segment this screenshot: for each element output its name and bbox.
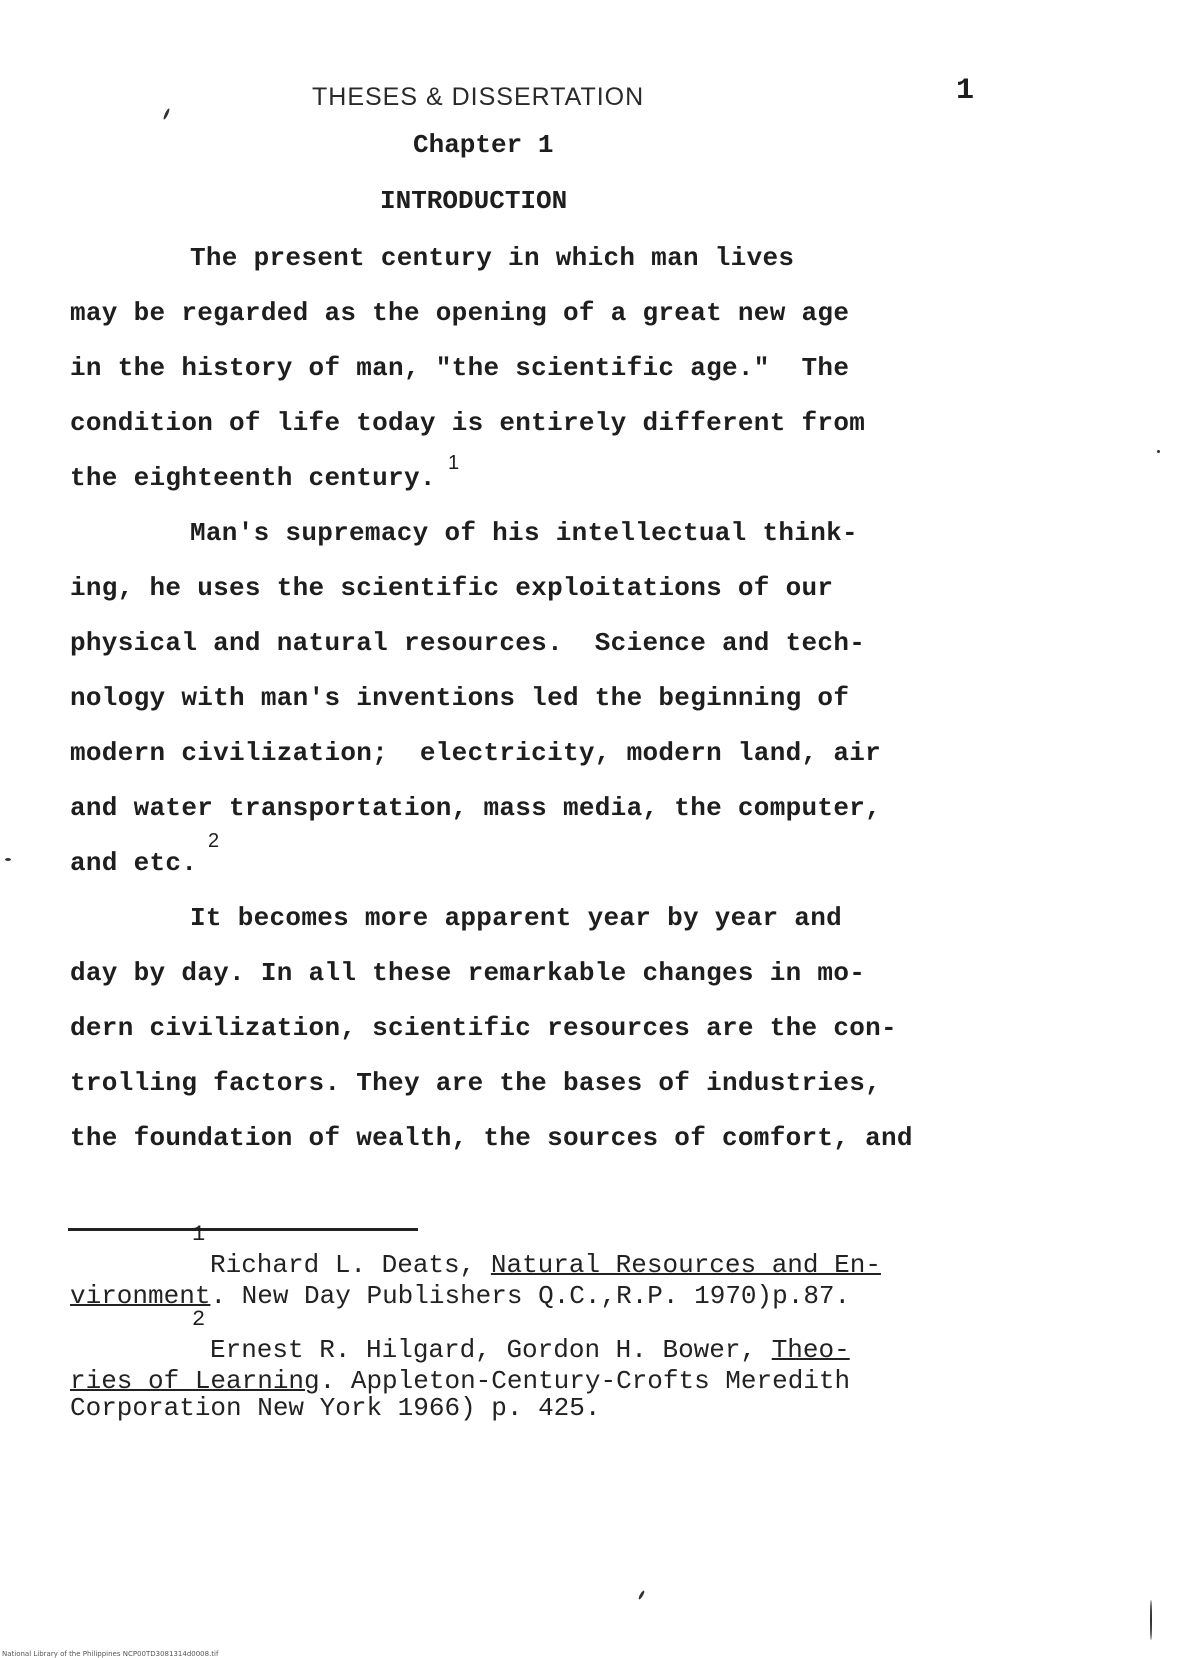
- page-number: 1: [956, 74, 975, 108]
- body-line: and etc.: [70, 848, 198, 878]
- scan-mark: [1150, 1600, 1152, 1640]
- footnote-1-line-1: Richard L. Deats, Natural Resources and En-: [210, 1250, 881, 1280]
- body-line: nology with man's inventions led the beginning of: [70, 683, 850, 713]
- footnote-2-line-1: Ernest R. Hilgard, Gordon H. Bower, Theo-: [210, 1335, 850, 1365]
- body-line: day by day. In all these remarkable changes in mo-: [70, 958, 866, 988]
- body-line: trolling factors. They are the bases of industries,: [70, 1068, 882, 1098]
- body-line: may be regarded as the opening of a great new age: [70, 298, 850, 328]
- footnote-1-line-2: vironment. New Day Publishers Q.C.,R.P. 1970)p.87.: [70, 1281, 851, 1311]
- body-line: ing, he uses the scientific exploitations of our: [70, 573, 834, 603]
- footnote-separator: [68, 1228, 418, 1231]
- body-line: the eighteenth century.: [70, 463, 436, 493]
- footnote-2-line-3: Corporation New York 1966) p. 425.: [70, 1393, 601, 1423]
- body-line: physical and natural resources. Science and tech-: [70, 628, 866, 658]
- body-line: condition of life today is entirely different from: [70, 408, 866, 438]
- scan-mark: [5, 858, 11, 861]
- scan-mark: [163, 108, 171, 120]
- scan-mark: [638, 1590, 646, 1600]
- scan-mark: [1157, 450, 1160, 453]
- footnote-number: 2: [192, 1307, 206, 1332]
- footnote-number: 1: [192, 1222, 206, 1247]
- chapter-title: Chapter 1: [413, 130, 554, 160]
- body-line: dern civilization, scientific resources are the con-: [70, 1013, 897, 1043]
- scan-source-tag: National Library of the Philippines NCP00TD3081314d0008.tif: [2, 1650, 219, 1658]
- section-heading: INTRODUCTION: [380, 186, 568, 216]
- footnote-marker-2: 2: [208, 830, 220, 852]
- body-line: It becomes more apparent year by year and: [190, 903, 843, 933]
- body-line: in the history of man, "the scientific age." The: [70, 353, 850, 383]
- theses-dissertation-stamp: THESES & DISSERTATION: [312, 83, 645, 111]
- body-line: and water transportation, mass media, the computer,: [70, 793, 882, 823]
- body-line: The present century in which man lives: [190, 243, 795, 273]
- body-line: Man's supremacy of his intellectual think-: [190, 518, 858, 548]
- footnote-marker-1: 1: [448, 452, 460, 474]
- footnote-2-line-2: ries of Learning. Appleton-Century-Crofts Meredith: [70, 1366, 851, 1396]
- body-line: the foundation of wealth, the sources of comfort, and: [70, 1123, 913, 1153]
- body-line: modern civilization; electricity, modern land, air: [70, 738, 882, 768]
